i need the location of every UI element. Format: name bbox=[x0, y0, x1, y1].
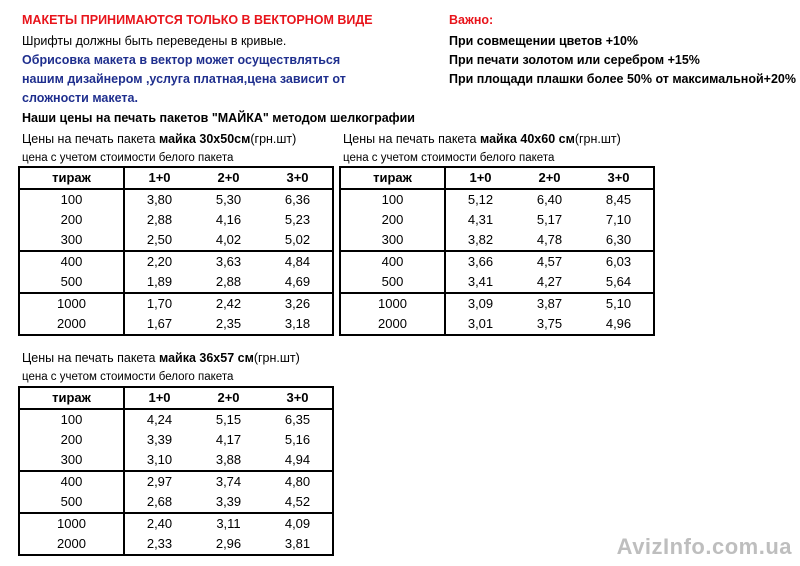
table-cell: 4,16 bbox=[215, 212, 242, 227]
table-cell: 4,02 bbox=[194, 230, 263, 251]
important-item: При печати золотом или серебром +15% bbox=[449, 53, 700, 67]
table-cell: 3,01 bbox=[467, 316, 494, 331]
column-header: 2+0 bbox=[515, 167, 584, 189]
table-cell: 5,15 bbox=[215, 412, 242, 427]
table-cell: 6,03 bbox=[605, 254, 632, 269]
table-cell: 400 bbox=[19, 251, 124, 272]
table-cell: 5,12 bbox=[467, 192, 494, 207]
table-row bbox=[19, 189, 333, 210]
table-cell: 2,96 bbox=[215, 536, 242, 551]
table-header-row bbox=[19, 387, 333, 409]
table-subcaption: цена с учетом стоимости белого пакета bbox=[22, 371, 234, 383]
table-cell: 5,30 bbox=[215, 192, 242, 207]
table-cell: 5,64 bbox=[584, 272, 654, 293]
table-cell: 4,52 bbox=[263, 492, 333, 513]
table-cell: 100 bbox=[19, 409, 124, 430]
table-cell: 3,88 bbox=[194, 450, 263, 471]
table-cell: 2000 bbox=[19, 314, 124, 335]
table-cell: 4,31 bbox=[467, 212, 494, 227]
column-header: 3+0 bbox=[263, 387, 333, 409]
table-cell: 300 bbox=[340, 230, 445, 251]
table-row bbox=[19, 230, 333, 251]
table-row bbox=[19, 314, 333, 335]
table-cell: 2,33 bbox=[146, 536, 173, 551]
column-header: 2+0 bbox=[194, 167, 263, 189]
column-header: 3+0 bbox=[584, 167, 654, 189]
table-cell: 2,50 bbox=[124, 230, 194, 251]
table-row bbox=[340, 293, 654, 314]
table-cell: 2,97 bbox=[146, 474, 173, 489]
column-header: 1+0 bbox=[124, 167, 194, 189]
table-row bbox=[340, 251, 654, 272]
table-row bbox=[19, 534, 333, 555]
table-header-row bbox=[19, 167, 333, 189]
table-cell: 300 bbox=[19, 450, 124, 471]
table-row bbox=[340, 314, 654, 335]
table-cell: 200 bbox=[19, 210, 124, 230]
table-cell: 200 bbox=[19, 430, 124, 450]
vector-service-line-1: Обрисовка макета в вектор может осуществляться bbox=[22, 53, 341, 67]
table-row bbox=[19, 272, 333, 293]
table-cell: 2000 bbox=[340, 314, 445, 335]
table-cell: 2,68 bbox=[124, 492, 194, 513]
table-cell: 4,17 bbox=[215, 432, 242, 447]
table-cell: 5,10 bbox=[605, 296, 632, 311]
site-watermark: AvizInfo.com.ua bbox=[616, 534, 792, 559]
table-cell: 5,02 bbox=[263, 230, 333, 251]
important-item: При площади плашки более 50% от максимальной+20% bbox=[449, 72, 796, 86]
table-cell: 3,82 bbox=[445, 230, 515, 251]
table-row bbox=[19, 430, 333, 450]
table-cell: 3,18 bbox=[284, 316, 311, 331]
important-title: Важно: bbox=[449, 13, 494, 27]
table-row bbox=[19, 409, 333, 430]
table-row bbox=[19, 471, 333, 492]
table-cell: 3,09 bbox=[467, 296, 494, 311]
table-cell: 4,57 bbox=[536, 254, 563, 269]
table-cell: 3,87 bbox=[536, 296, 563, 311]
important-item: При совмещении цветов +10% bbox=[449, 34, 639, 48]
table-cell: 3,75 bbox=[536, 316, 563, 331]
table-cell: 4,96 bbox=[605, 316, 632, 331]
price-table-40x60 bbox=[339, 166, 655, 336]
table-cell: 200 bbox=[340, 210, 445, 230]
table-cell: 1000 bbox=[19, 513, 124, 534]
price-table-36x57 bbox=[18, 386, 334, 556]
table-subcaption: цена с учетом стоимости белого пакета bbox=[22, 152, 234, 164]
table-cell: 1000 bbox=[19, 293, 124, 314]
table-cell: 1,67 bbox=[146, 316, 173, 331]
table-cell: 5,17 bbox=[536, 212, 563, 227]
table-cell: 2,20 bbox=[146, 254, 173, 269]
table-cell: 3,74 bbox=[215, 474, 242, 489]
table-caption: Цены на печать пакета майка 36х57 см(грн.шт) bbox=[22, 351, 300, 365]
table-cell: 5,16 bbox=[284, 432, 311, 447]
table-cell: 4,27 bbox=[515, 272, 584, 293]
table-row bbox=[19, 210, 333, 230]
vector-only-title: МАКЕТЫ ПРИНИМАЮТСЯ ТОЛЬКО В ВЕКТОРНОМ ВИДЕ bbox=[22, 13, 373, 27]
column-header: 3+0 bbox=[263, 167, 333, 189]
table-row bbox=[19, 293, 333, 314]
table-cell: 300 bbox=[19, 230, 124, 251]
table-cell: 7,10 bbox=[605, 212, 632, 227]
table-cell: 6,35 bbox=[284, 412, 311, 427]
table-row bbox=[19, 492, 333, 513]
table-cell: 3,11 bbox=[216, 516, 241, 531]
table-cell: 4,78 bbox=[515, 230, 584, 251]
column-header: 1+0 bbox=[124, 387, 194, 409]
table-row bbox=[340, 189, 654, 210]
table-cell: 1,89 bbox=[124, 272, 194, 293]
table-cell: 1000 bbox=[340, 293, 445, 314]
table-cell: 4,80 bbox=[284, 474, 311, 489]
our-prices-heading: Наши цены на печать пакетов "МАЙКА" методом шелкографии bbox=[22, 111, 415, 125]
table-cell: 2000 bbox=[19, 534, 124, 555]
table-cell: 2,88 bbox=[146, 212, 173, 227]
column-header: тираж bbox=[19, 387, 124, 409]
table-row bbox=[19, 251, 333, 272]
table-cell: 3,41 bbox=[445, 272, 515, 293]
table-row bbox=[19, 450, 333, 471]
table-cell: 4,69 bbox=[263, 272, 333, 293]
table-cell: 100 bbox=[19, 189, 124, 210]
table-cell: 4,84 bbox=[284, 254, 311, 269]
table-cell: 4,24 bbox=[146, 412, 173, 427]
table-cell: 400 bbox=[340, 251, 445, 272]
table-header-row bbox=[340, 167, 654, 189]
fonts-note: Шрифты должны быть переведены в кривые. bbox=[22, 34, 287, 48]
table-cell: 6,36 bbox=[284, 192, 311, 207]
table-caption: Цены на печать пакета майка 40х60 см(грн.шт) bbox=[343, 132, 621, 146]
table-cell: 3,39 bbox=[194, 492, 263, 513]
column-header: 1+0 bbox=[445, 167, 515, 189]
table-cell: 3,10 bbox=[124, 450, 194, 471]
table-cell: 1,70 bbox=[146, 296, 173, 311]
table-cell: 3,66 bbox=[467, 254, 494, 269]
column-header: тираж bbox=[19, 167, 124, 189]
price-table-30x50 bbox=[18, 166, 334, 336]
table-caption: Цены на печать пакета майка 30х50см(грн.шт) bbox=[22, 132, 297, 146]
table-cell: 3,26 bbox=[284, 296, 311, 311]
table-cell: 500 bbox=[19, 492, 124, 513]
table-cell: 4,94 bbox=[263, 450, 333, 471]
table-cell: 3,81 bbox=[284, 536, 311, 551]
table-row bbox=[19, 513, 333, 534]
table-cell: 500 bbox=[340, 272, 445, 293]
table-cell: 3,63 bbox=[215, 254, 242, 269]
table-row bbox=[340, 210, 654, 230]
vector-service-line-2: нашим дизайнером ,услуга платная,цена зависит от bbox=[22, 72, 346, 86]
table-cell: 8,45 bbox=[605, 192, 632, 207]
table-cell: 6,30 bbox=[584, 230, 654, 251]
table-row bbox=[340, 230, 654, 251]
table-cell: 100 bbox=[340, 189, 445, 210]
table-cell: 2,42 bbox=[215, 296, 242, 311]
table-cell: 5,23 bbox=[284, 212, 311, 227]
table-cell: 4,09 bbox=[284, 516, 311, 531]
table-cell: 2,40 bbox=[146, 516, 173, 531]
table-subcaption: цена с учетом стоимости белого пакета bbox=[343, 152, 555, 164]
table-row bbox=[340, 272, 654, 293]
column-header: 2+0 bbox=[194, 387, 263, 409]
table-cell: 3,39 bbox=[146, 432, 173, 447]
column-header: тираж bbox=[340, 167, 445, 189]
table-cell: 400 bbox=[19, 471, 124, 492]
table-cell: 2,35 bbox=[215, 316, 242, 331]
table-cell: 2,88 bbox=[194, 272, 263, 293]
table-cell: 3,80 bbox=[146, 192, 173, 207]
table-cell: 500 bbox=[19, 272, 124, 293]
vector-service-line-3: сложности макета. bbox=[22, 91, 138, 105]
table-cell: 6,40 bbox=[536, 192, 563, 207]
